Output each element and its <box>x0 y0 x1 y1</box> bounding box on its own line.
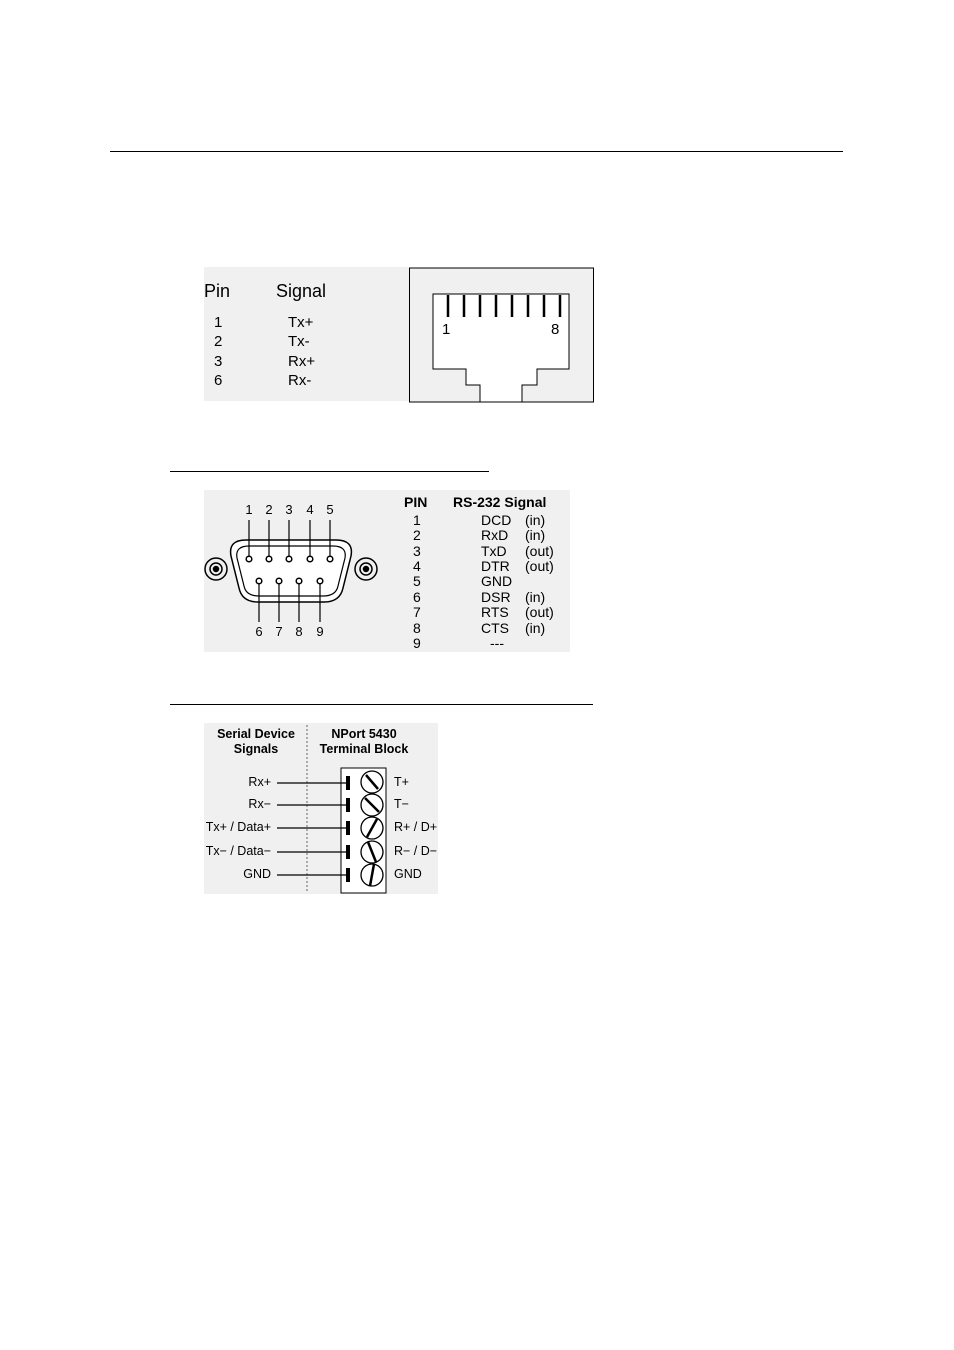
db9-row-dir: (in) <box>525 512 546 528</box>
rj45-row-pin: 2 <box>214 333 223 350</box>
db9-row-dir: (in) <box>525 620 546 636</box>
rj45-pin-header: Pin <box>204 281 231 301</box>
db9-row-signal: --- <box>490 635 504 651</box>
db9-row-pin: 3 <box>413 543 421 559</box>
header-rule <box>110 151 843 152</box>
block-signal-label: T+ <box>394 775 409 789</box>
db9-mount-left <box>205 558 227 580</box>
db9-signal-table <box>395 490 570 652</box>
db9-row-pin: 2 <box>413 527 421 543</box>
db9-pin-label: 8 <box>295 624 303 639</box>
terminal-row-graphic <box>277 794 383 816</box>
db9-row-pin: 5 <box>413 573 421 589</box>
device-signal-label: Rx− <box>248 797 271 811</box>
rj45-row-pin: 6 <box>214 372 223 389</box>
db9-pin-label: 6 <box>255 624 263 639</box>
device-header-line2: Signals <box>233 742 279 756</box>
rj45-pin-table <box>204 267 409 401</box>
rj45-row-signal: Tx- <box>288 333 310 350</box>
terminal-row-graphic <box>277 817 383 839</box>
terminal-row-graphic <box>277 864 383 886</box>
device-header-line1: Serial Device <box>217 727 295 741</box>
terminal-row-graphic <box>277 771 383 793</box>
db9-row-signal: TxD <box>481 543 507 559</box>
device-signal-label: Rx+ <box>248 775 271 789</box>
db9-row-signal: DTR <box>481 558 510 574</box>
db9-row-dir: (out) <box>525 543 554 559</box>
db9-signal-header: RS-232 Signal <box>453 494 547 510</box>
db9-mount-right <box>355 558 377 580</box>
db9-row-pin: 9 <box>413 635 421 651</box>
db9-row-dir: (in) <box>525 527 546 543</box>
db9-row-signal: CTS <box>481 620 509 636</box>
block-signal-label: T− <box>394 797 409 811</box>
device-signal-label: Tx− / Data− <box>205 844 271 858</box>
rj45-last-pin-label: 8 <box>551 321 560 338</box>
db9-shell-inner <box>237 546 346 596</box>
rj45-first-pin-label: 1 <box>442 321 451 338</box>
db9-row-pin: 8 <box>413 620 421 636</box>
db9-row-dir: (out) <box>525 604 554 620</box>
db9-row-pin: 6 <box>413 589 421 605</box>
rj45-row-pin: 1 <box>214 314 223 331</box>
db9-row-signal: DSR <box>481 589 511 605</box>
db9-row-signal: DCD <box>481 512 512 528</box>
db9-connector-diagram <box>204 490 394 652</box>
db9-pin-label: 3 <box>285 502 293 517</box>
db9-pin-label: 1 <box>245 502 253 517</box>
db9-pin-label: 9 <box>316 624 324 639</box>
db9-row-dir: (out) <box>525 558 554 574</box>
block-header-line2: Terminal Block <box>319 742 409 756</box>
rj45-row-signal: Rx+ <box>288 353 316 370</box>
db9-pin-label: 4 <box>306 502 314 517</box>
block-signal-label: R+ / D+ <box>394 820 438 834</box>
db9-pin-header: PIN <box>404 494 428 510</box>
db9-row-signal: RTS <box>481 604 509 620</box>
db9-row-pin: 4 <box>413 558 421 574</box>
block-header-line1: NPort 5430 <box>331 727 397 741</box>
db9-section-rule <box>170 471 489 472</box>
rj45-jack-diagram <box>409 267 595 403</box>
rj45-row-pin: 3 <box>214 353 223 370</box>
db9-row-dir: (in) <box>525 589 546 605</box>
db9-pin-label: 7 <box>275 624 283 639</box>
db9-row-signal: RxD <box>481 527 509 543</box>
db9-row-pin: 1 <box>413 512 421 528</box>
db9-pin-label: 5 <box>326 502 334 517</box>
db9-row-signal: GND <box>481 573 513 589</box>
rj45-signal-header: Signal <box>276 281 327 301</box>
block-signal-label: R− / D− <box>394 844 438 858</box>
terminal-section-rule <box>170 704 593 705</box>
device-signal-label: GND <box>243 867 271 881</box>
device-signal-label: Tx+ / Data+ <box>205 820 271 834</box>
db9-row-pin: 7 <box>413 604 421 620</box>
rj45-row-signal: Rx- <box>288 372 312 389</box>
rj45-row-signal: Tx+ <box>288 314 314 331</box>
terminal-row-graphic <box>277 841 383 863</box>
block-signal-label: GND <box>394 867 422 881</box>
db9-pin-label: 2 <box>265 502 273 517</box>
